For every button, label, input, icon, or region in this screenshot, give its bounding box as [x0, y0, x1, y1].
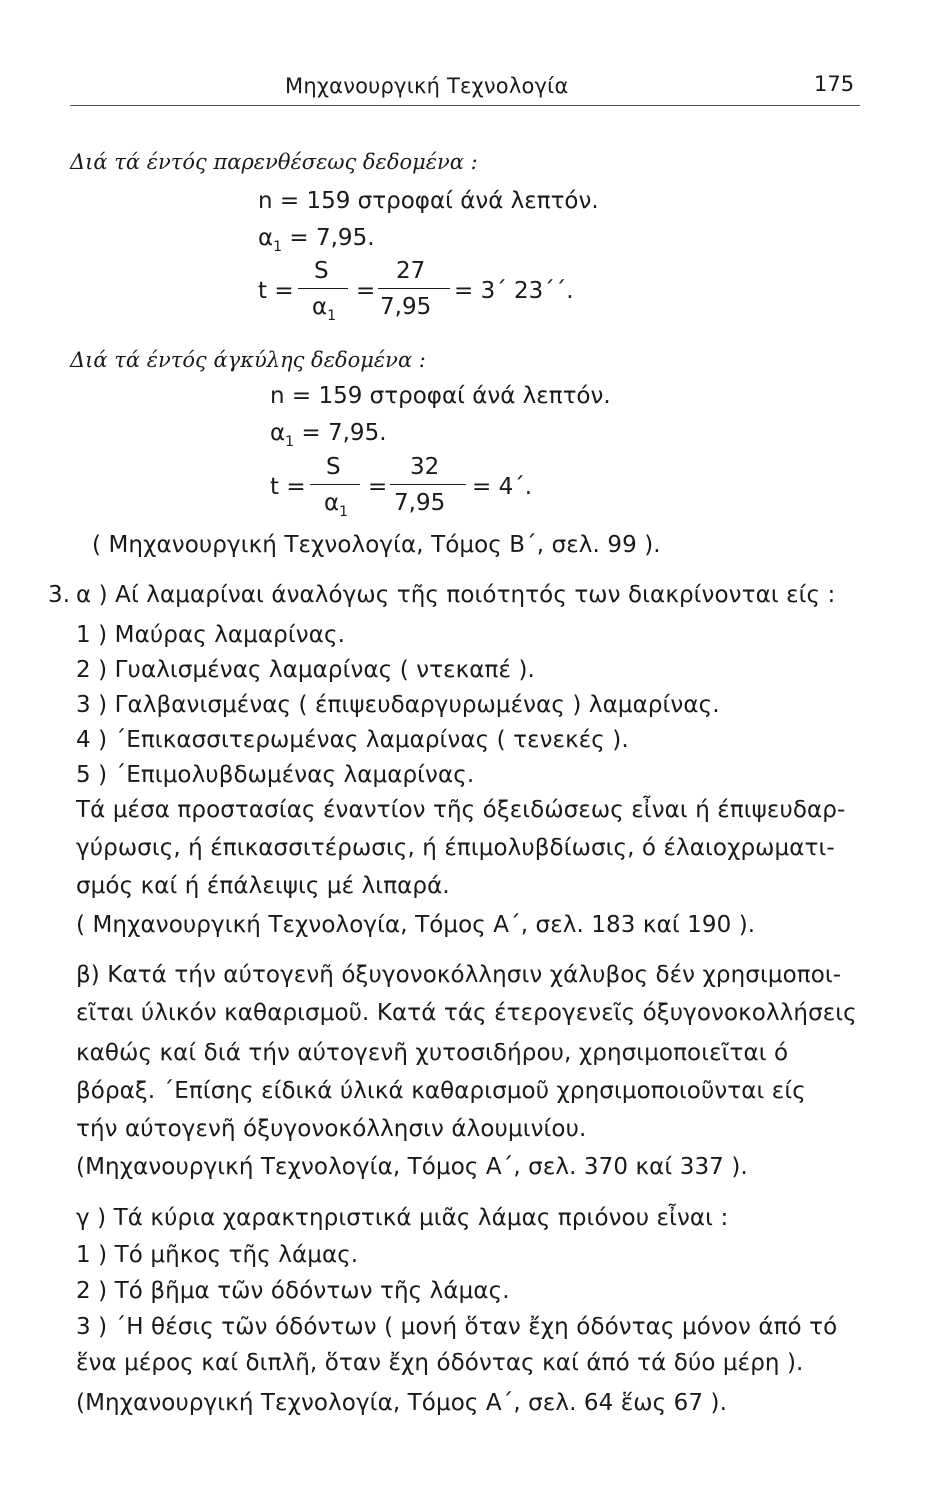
block2-frac2-numerator: 32	[410, 454, 440, 480]
page-number: 175	[814, 72, 855, 96]
block2-t-formula	[270, 450, 590, 530]
reference-line: ( Μηχανουργική Τεχνολογία, Τόμος Α΄, σελ. 183 καί 190 ).	[76, 912, 756, 938]
reference-line: (Μηχανουργική Τεχνολογία, Τόμος Α΄, σελ. 370 καί 337 ).	[76, 1154, 748, 1180]
block2-t-result: = 4΄.	[472, 474, 533, 500]
reference-line: (Μηχανουργική Τεχνολογία, Τόμος Α΄, σελ. 64 ἕως 67 ).	[76, 1390, 728, 1416]
block2-a-value: = 7,95.	[294, 420, 387, 446]
section-marker: 3.	[48, 582, 71, 608]
paragraph-line: Τά μέσα προστασίας έναντίον τῆς όξειδώσεως εἶναι ή έπιψευδαρ-	[76, 797, 846, 823]
block2-frac1-bar	[310, 484, 360, 485]
block1-t-result: = 3΄ 23΄΄.	[454, 278, 574, 304]
paragraph-line: εῖται ύλικόν καθαρισμοῦ. Κατά τάς έτερογενεῖς όξυγονοκολλήσεις	[76, 1000, 857, 1026]
paragraph-line: γύρωσις, ή έπικασσιτέρωσις, ή έπιμολυβδίωσις, ό έλαιοχρωματι-	[76, 835, 835, 861]
block2-t-lhs: t =	[270, 474, 306, 500]
block2-frac2-denominator: 7,95	[394, 490, 446, 516]
list-item: 2 ) Τό βῆμα τῶν όδόντων τῆς λάμας.	[76, 1278, 510, 1304]
running-title: Μηχανουργική Τεχνολογία	[285, 74, 569, 98]
block2-a-line	[270, 420, 387, 450]
block1-n-line: n = 159 στροφαί άνά λεπτόν.	[258, 188, 599, 214]
paragraph-line: σμός καί ή έπάλειψις μέ λιπαρά.	[76, 873, 450, 899]
block1-frac2-bar	[378, 288, 450, 289]
paragraph-line: τήν αύτογενῆ όξυγονοκόλλησιν άλουμινίου.	[76, 1116, 587, 1142]
list-item: 1 ) Τό μῆκος τῆς λάμας.	[76, 1242, 359, 1268]
block2-heading: Διά τά έντός άγκύλης δεδομένα :	[70, 348, 426, 372]
block1-a-value: = 7,95.	[282, 225, 375, 251]
list-item: 1 ) Μαύρας λαμαρίνας.	[76, 622, 345, 648]
paragraph-line: βόραξ. ΄Επίσης είδικά ύλικά καθαρισμοῦ χρησιμοποιοῦνται είς	[76, 1078, 806, 1104]
paragraph-line: β) Κατά τήν αύτογενῆ όξυγονοκόλλησιν χάλυβος δέν χρησιμοποι-	[76, 962, 842, 988]
block2-frac2-bar	[390, 484, 466, 485]
list-item: 5 ) ΄Επιμολυβδωμένας λαμαρίνας.	[76, 762, 475, 788]
block1-t-formula	[258, 254, 618, 334]
block2-a-subscript: 1	[285, 434, 295, 450]
block1-a-symbol: α	[258, 225, 274, 251]
paragraph-line: καθώς καί διά τήν αύτογενῆ χυτοσιδήρου, χρησιμοποιεῖται ό	[76, 1040, 789, 1066]
paragraph-line: ἕνα μέρος καί διπλῆ, ὅταν ἔχη όδόντας καί άπό τά δύο μέρη ).	[76, 1350, 804, 1376]
list-item: 4 ) ΄Επικασσιτερωμένας λαμαρίνας ( τενεκές ).	[76, 727, 629, 753]
block1-frac1-numerator: S	[314, 258, 329, 284]
header-rule	[70, 105, 860, 106]
block1-frac1-denominator: $\alpha_1$	[312, 294, 337, 324]
list-item: 3 ) Γαλβανισμένας ( έπιψευδαργυρωμένας ) λαμαρίνας.	[76, 692, 720, 718]
list-item: 3 ) ΄Η θέσις τῶν όδόντων ( μονή ὅταν ἔχη όδόντας μόνον άπό τό	[76, 1314, 838, 1340]
block1-t-lhs: t =	[258, 278, 294, 304]
block1-frac2-numerator: 27	[396, 258, 426, 284]
paragraph-line: γ ) Τά κύρια χαρακτηριστικά μιᾶς λάμας πριόνου εἶναι :	[76, 1205, 729, 1231]
list-item: 2 ) Γυαλισμένας λαμαρίνας ( ντεκαπέ ).	[76, 657, 535, 683]
block1-heading: Διά τά έντός παρενθέσεως δεδομένα :	[70, 150, 478, 174]
section3-line-alpha: α ) Αί λαμαρίναι άναλόγως τῆς ποιότητός των διακρίνονται είς :	[76, 582, 836, 608]
block1-frac1-bar	[298, 288, 348, 289]
block1-a-line	[258, 225, 375, 255]
block2-frac1-numerator: S	[326, 454, 341, 480]
reference-line: ( Μηχανουργική Τεχνολογία, Τόμος Β΄, σελ. 99 ).	[92, 532, 661, 558]
block1-frac2-denominator: 7,95	[380, 294, 432, 320]
block2-a-symbol: α	[270, 420, 286, 446]
page-header	[0, 68, 950, 104]
block2-t-eq: =	[368, 474, 388, 500]
block1-t-eq: =	[356, 278, 376, 304]
block2-n-line: n = 159 στροφαί άνά λεπτόν.	[270, 383, 611, 409]
block1-a-subscript: 1	[273, 239, 283, 255]
block2-frac1-denominator: $\alpha_1$	[324, 490, 349, 520]
